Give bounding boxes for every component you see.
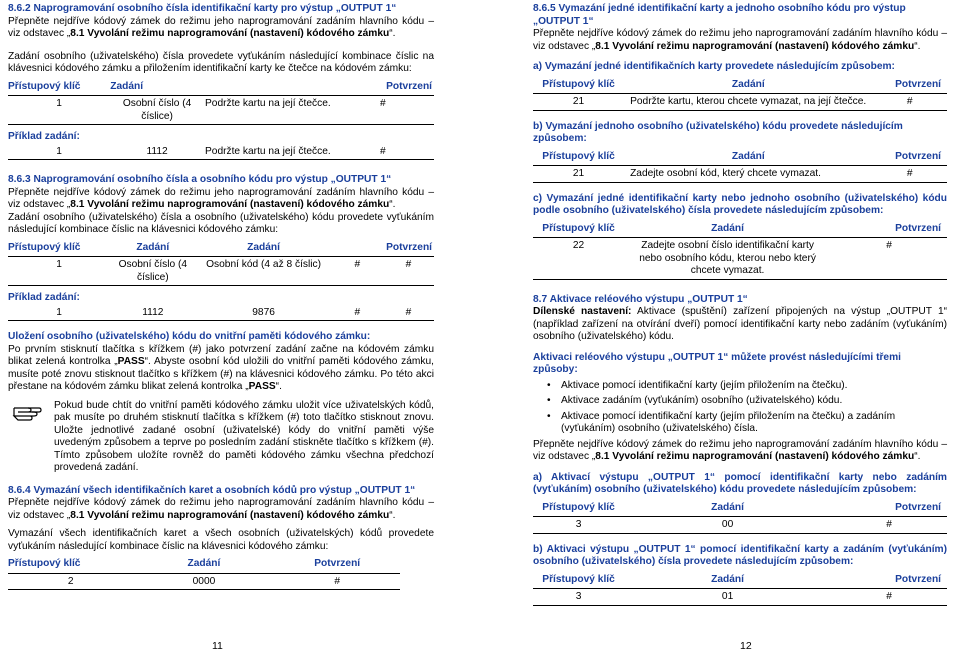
right-page bbox=[533, 3, 947, 606]
note-block bbox=[8, 400, 434, 475]
sub-a-title: a) Vymazání jedné identifikačních karty provedete následujícím způsobem: bbox=[533, 61, 895, 72]
sub-a2-title: a) Aktivací výstupu „OUTPUT 1“ pomocí identifikační karty nebo zadáním (vyťukáním) osobního (uživatelského) kódu provedete následujícím způsobem: bbox=[533, 471, 947, 495]
table-8-6-2-example: 1 1112 Podržte kartu na její čtečce. # bbox=[8, 144, 434, 161]
section-8-6-2-paragraph: Zadání osobního (uživatelského) čísla provedete vyťukáním následující kombinace číslic na klávesnici kódového zámku a přiložením identifikační karty ke čtečce na kódovém zámku: bbox=[8, 50, 434, 74]
table-8-6-5-c: Přístupový klíč Zadání Potvrzení 22 Zadejte osobní číslo identifikační karty nebo osobního kódu, kterou nebo který chcete vymazat. # bbox=[533, 222, 947, 280]
page-number-right: 12 bbox=[740, 640, 752, 650]
pointing-hand-icon bbox=[12, 402, 42, 422]
page-number-left: 11 bbox=[212, 640, 223, 650]
store-paragraph: Po prvním stisknutí tlačítka s křížkem (#) jako potvrzení zadání začne na kódovém zámku blikat zelená kontrolka „PASS“. Abyste osobní kód uložili do vnitřní paměti kódového zámku, musíte poté znovu stisknout tlačítko s křížkem (#) na klávesnici kódového zámku. Po této akci přestane na kódovém zámku blikat zelená kontrolka „PASS“. bbox=[8, 343, 434, 392]
activation-title: Aktivaci reléového výstupu „OUTPUT 1“ můžete provést následujícími třemi způsoby: bbox=[533, 351, 901, 375]
note-text: Pokud bude chtít do vnitřní paměti kódového zámku uložit více uživatelských kódů, pak musíte po druhém stisknutí tlačítka s křížkem (#) toto tlačítko stisknout znovu. Uložte jednotlivé zadané osobní (uživatelské) kódy do vnitřní paměti výše uvedeným způsobem a teprve po posledním zadání stiskněte tlačítko s křížkem (#). Tímto způsobem uložíte rovněž do paměti kódového zámku všechna předchozí provedená zadání. bbox=[54, 399, 434, 473]
list-item: • Aktivace pomocí identifikační karty (jejím přiložením na čtečku). bbox=[547, 380, 947, 393]
section-8-6-3-intro: Přepněte nejdříve kódový zámek do režimu jeho naprogramování zadáním hlavního kódu – viz odstavec „8.1 Vyvolání režimu naprogramování (nastavení) kódového zámku“. bbox=[8, 186, 434, 210]
section-8-7-paragraph: Dílenské nastavení: Aktivace (spuštění) zařízení připojených na výstup „OUTPUT 1“ (například zařízení na otvírání dveří) pomocí identifikační karty nebo zadáním (vyťukáním) osobního (uživatelského) kódu. bbox=[533, 306, 948, 342]
table-8-6-2: Přístupový klíč Zadání Potvrzení 1 Osobní číslo (4 číslice) Podržte kartu na její čtečce. # bbox=[8, 80, 434, 126]
table-8-7-a: Přístupový klíč Zadání Potvrzení 3 00 # bbox=[533, 501, 947, 534]
list-item: • Aktivace zadáním (vyťukáním) osobního (uživatelského) kódu. bbox=[547, 395, 947, 408]
sub-c-title: c) Vymazání jedné identifikační karty nebo jednoho osobního (uživatelského) kódu podle osobního (uživatelského) čísla provedete následujícím způsobem: bbox=[533, 192, 947, 216]
sub-b-title: b) Vymazání jednoho osobního (uživatelského) kódu provedete následujícím způsobem: bbox=[533, 120, 903, 144]
table-8-6-5-b: Přístupový klíč Zadání Potvrzení 21 Zadejte osobní kód, který chcete vymazat. # bbox=[533, 150, 947, 183]
left-page bbox=[8, 3, 434, 590]
section-8-7-title: 8.7 Aktivace reléového výstupu „OUTPUT 1“ bbox=[533, 293, 748, 305]
section-8-6-5-title: 8.6.5 Vymazání jedné identifikační karty a jednoho osobního kódu pro výstup „OUTPUT 1“ bbox=[533, 3, 906, 27]
sub-b2-title: b) Aktivaci výstupu „OUTPUT 1“ pomocí identifikační karty a zadáním (vyťukáním) osobního (uživatelského) čísla provedete následujícím způsobem: bbox=[533, 543, 947, 567]
table-8-6-3: Přístupový klíč Zadání Zadání Potvrzení 1 Osobní číslo (4 číslice) Osobní kód (4 až 8 číslic) # # bbox=[8, 241, 434, 287]
section-8-7-intro: Přepněte nejdříve kódový zámek do režimu jeho naprogramování zadáním hlavního kódu – viz odstavec „8.1 Vyvolání režimu naprogramování (nastavení) kódového zámku“. bbox=[533, 438, 947, 462]
list-item: • Aktivace pomocí identifikační karty (jejím přiložením na čtečku) a zadáním (vyťukáním) osobního (uživatelského) čísla. bbox=[547, 411, 947, 436]
section-8-6-3-title: 8.6.3 Naprogramování osobního čísla a osobního kódu pro výstup „OUTPUT 1“ bbox=[8, 174, 392, 185]
section-8-6-4-paragraph: Vymazání všech identifikačních karet a všech osobních (uživatelských) kódů provedete vyťukáním následující kombinace číslic na klávesnici kódového zámku: bbox=[8, 528, 434, 552]
section-8-6-2-intro: Přepněte nejdříve kódový zámek do režimu jeho naprogramování zadáním hlavního kódu – viz odstavec „8.1 Vyvolání režimu naprogramování (nastavení) kódového zámku“. bbox=[8, 15, 434, 39]
table-8-6-3-example: 1 1112 9876 # # bbox=[8, 305, 434, 322]
example-label: Příklad zadání: bbox=[8, 131, 80, 142]
section-8-6-2-title: 8.6.2 Naprogramování osobního čísla identifikační karty pro výstup „OUTPUT 1“ bbox=[8, 3, 397, 14]
store-title: Uložení osobního (uživatelského) kódu do vnitřní paměti kódového zámku: bbox=[8, 331, 371, 342]
section-8-6-3-paragraph: Zadání osobního (uživatelského) čísla a osobního (uživatelského) kódu provedete vyťukáním následující kombinace číslic na klávesnici kódového zámku: bbox=[8, 211, 434, 235]
section-8-6-4-intro: Přepněte nejdříve kódový zámek do režimu jeho naprogramování zadáním hlavního kódu – viz odstavec „8.1 Vyvolání režimu naprogramování (nastavení) kódového zámku“. bbox=[8, 497, 434, 521]
table-8-7-b: Přístupový klíč Zadání Potvrzení 3 01 # bbox=[533, 573, 947, 606]
section-8-6-5-intro: Přepněte nejdříve kódový zámek do režimu jeho naprogramování zadáním hlavního kódu – viz odstavec „8.1 Vyvolání režimu naprogramování (nastavení) kódového zámku“. bbox=[533, 28, 947, 52]
activation-list bbox=[547, 380, 947, 436]
example-label-2: Příklad zadání: bbox=[8, 292, 80, 303]
table-8-6-4: Přístupový klíč Zadání Potvrzení 2 0000 # bbox=[8, 557, 400, 590]
table-8-6-5-a: Přístupový klíč Zadání Potvrzení 21 Podržte kartu, kterou chcete vymazat, na její čtečce. # bbox=[533, 78, 947, 111]
section-8-6-4-title: 8.6.4 Vymazání všech identifikačních karet a osobních kódů pro výstup „OUTPUT 1“ bbox=[8, 484, 416, 496]
